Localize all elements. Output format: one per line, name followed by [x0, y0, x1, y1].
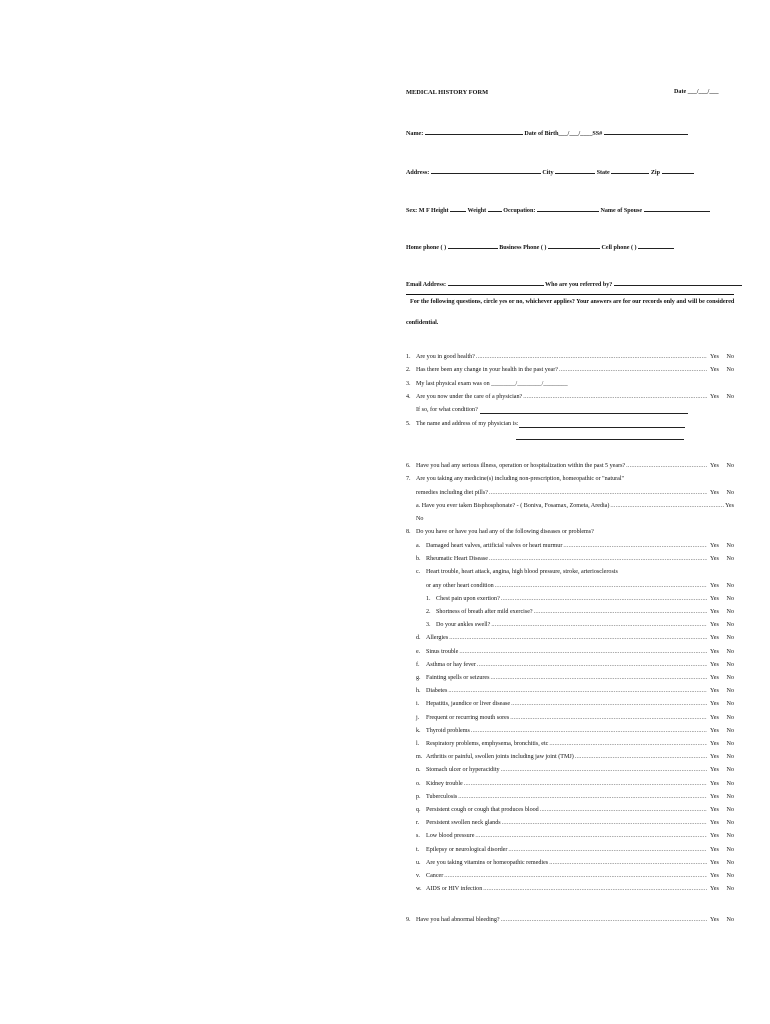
- cell-phone-input-line[interactable]: [638, 243, 674, 249]
- disease-item: c. Heart trouble, heart attack, angina, high blood pressure, stroke, arteriosclerosis: [416, 569, 618, 576]
- heart-sub-item: 1. Chest pain upon exertion? ..... Yes No: [406, 595, 734, 603]
- question-1: 1. Are you in good health? ..... Yes No: [406, 353, 734, 361]
- no-option[interactable]: No: [726, 556, 734, 563]
- disease-item: s. Low blood pressure ..... Yes No: [406, 832, 734, 840]
- yes-option[interactable]: Yes: [710, 354, 719, 360]
- no-option[interactable]: No: [726, 807, 734, 813]
- name-row: [406, 129, 688, 137]
- yes-option[interactable]: Yes: [710, 490, 719, 496]
- physician-input-line-2[interactable]: [516, 434, 684, 440]
- spouse-label: Name of Spouse: [600, 208, 643, 214]
- zip-label: Zip: [650, 170, 660, 176]
- spouse-input-line[interactable]: [644, 206, 710, 212]
- no-option[interactable]: No: [726, 367, 734, 373]
- dob-label: Date of Birth___/___/____SS#: [524, 131, 603, 137]
- no-option[interactable]: No: [726, 490, 734, 496]
- yes-option[interactable]: Yes: [710, 727, 719, 734]
- question-7-cont: remedies including diet pills? ..... Yes No: [406, 489, 734, 497]
- no-option[interactable]: No: [726, 780, 734, 787]
- disease-item: d. Allergies ..... Yes No: [406, 634, 734, 642]
- yes-option[interactable]: Yes: [710, 688, 719, 695]
- yes-option[interactable]: Yes: [710, 833, 719, 840]
- address-row: [406, 168, 694, 176]
- ssn-input-line[interactable]: [604, 129, 688, 135]
- no-option[interactable]: No: [726, 886, 734, 893]
- no-option[interactable]: No: [726, 727, 734, 734]
- cell-phone-label: Cell phone ( ): [601, 245, 637, 251]
- yes-option[interactable]: Yes: [710, 394, 719, 400]
- address-label: Address:: [406, 170, 430, 176]
- disease-item: m. Arthritis or painful, swollen joints including jaw joint (TMJ) ..... Yes No: [406, 753, 734, 761]
- yes-option[interactable]: Yes: [710, 622, 719, 629]
- instructions-line-2: confidential.: [406, 320, 439, 326]
- disease-item: o. Kidney trouble ..... Yes No: [406, 780, 734, 788]
- occupation-label: Occupation:: [503, 208, 536, 214]
- business-phone-input-line[interactable]: [548, 243, 600, 249]
- question-6: 6. Have you had any serious illness, operation or hospitalization within the past 5 years? ..... Yes No: [406, 462, 734, 470]
- heart-sub-item: 2. Shortness of breath after mild exercise? ..... Yes No: [406, 608, 734, 616]
- no-option[interactable]: No: [726, 675, 734, 681]
- state-input-line[interactable]: [611, 168, 649, 174]
- disease-item: f. Asthma or hay fever ..... Yes No: [406, 661, 734, 669]
- no-option[interactable]: No: [726, 582, 734, 589]
- no-option[interactable]: No: [726, 714, 734, 721]
- height-input-line[interactable]: [450, 206, 466, 212]
- no-option[interactable]: No: [726, 820, 734, 827]
- no-option[interactable]: No: [726, 767, 734, 774]
- yes-option[interactable]: Yes: [710, 741, 719, 747]
- yes-option[interactable]: Yes: [710, 595, 719, 602]
- sex-height-label: Sex: M F Height: [406, 208, 449, 214]
- no-option[interactable]: No: [726, 595, 734, 602]
- yes-option[interactable]: Yes: [710, 780, 719, 787]
- yes-option[interactable]: Yes: [710, 582, 719, 589]
- no-option[interactable]: No: [726, 754, 734, 761]
- no-option[interactable]: No: [726, 648, 734, 655]
- yes-option[interactable]: Yes: [710, 463, 719, 469]
- yes-option[interactable]: Yes: [710, 886, 719, 893]
- disease-item: q. Persistent cough or cough that produces blood ..... Yes No: [406, 806, 734, 814]
- yes-option[interactable]: Yes: [710, 767, 719, 774]
- yes-option[interactable]: Yes: [710, 859, 719, 866]
- no-option[interactable]: No: [726, 609, 734, 615]
- yes-option[interactable]: Yes: [725, 503, 734, 509]
- no-option[interactable]: No: [726, 846, 734, 853]
- yes-option[interactable]: Yes: [710, 873, 719, 879]
- state-label: State: [596, 170, 610, 176]
- disease-item: t. Epilepsy or neurological disorder ..... Yes No: [406, 846, 734, 854]
- disease-item: i. Hepatitis, jaundice or liver disease ..... Yes No: [406, 700, 734, 708]
- no-option[interactable]: No: [726, 793, 734, 800]
- no-option[interactable]: No: [416, 516, 424, 522]
- yes-option[interactable]: Yes: [710, 661, 719, 668]
- question-9: 9. Have you had abnormal bleeding? ..... Yes No: [406, 916, 734, 924]
- name-input-line[interactable]: [425, 129, 523, 135]
- heart-sub-item: 3. Do your ankles swell? ..... Yes No: [406, 621, 734, 629]
- no-option[interactable]: No: [726, 463, 734, 469]
- phone-row: [406, 243, 674, 251]
- yes-option[interactable]: Yes: [710, 714, 719, 721]
- no-option[interactable]: No: [726, 661, 734, 668]
- home-phone-input-line[interactable]: [448, 243, 498, 249]
- no-option[interactable]: No: [726, 622, 734, 629]
- email-row: [406, 280, 742, 288]
- referred-input-line[interactable]: [614, 280, 742, 286]
- disease-item: e. Sinus trouble ..... Yes No: [406, 648, 734, 656]
- disease-item: n. Stomach ulcer or hyperacidity ..... Yes No: [406, 766, 734, 774]
- yes-option[interactable]: Yes: [710, 793, 719, 800]
- yes-option[interactable]: Yes: [710, 635, 719, 642]
- yes-option[interactable]: Yes: [710, 648, 719, 655]
- no-option[interactable]: No: [726, 394, 734, 400]
- question-7-bisphosphonate: a. Have you ever taken Bisphosphonate? - ( Boniva, Fosamax, Zometa, Aredia) ..... Yes: [406, 502, 734, 510]
- disease-item: a. Damaged heart valves, artificial valves or heart murmur ..... Yes No: [406, 542, 734, 550]
- yes-option[interactable]: Yes: [710, 754, 719, 761]
- question-4-followup: If so, for what condition?: [406, 406, 734, 414]
- date-field[interactable]: Date ___/___/___: [674, 89, 719, 95]
- no-option[interactable]: No: [726, 833, 734, 840]
- home-phone-label: Home phone ( ): [406, 245, 447, 251]
- yes-option[interactable]: Yes: [710, 609, 719, 615]
- question-3: 3. My last physical exam was on ________/________/________: [406, 381, 568, 387]
- yes-option[interactable]: Yes: [710, 675, 719, 681]
- question-5-line-2: [406, 434, 734, 440]
- question-7: 7. Are you taking any medicine(s) including non-prescription, homeopathic or "natural": [406, 476, 625, 482]
- form-title: MEDICAL HISTORY FORM: [406, 89, 489, 96]
- disease-item: l. Respiratory problems, emphysema, bronchitis, etc ..... Yes No: [406, 740, 734, 748]
- disease-item: p. Tuberculosis ..... Yes No: [406, 793, 734, 801]
- address-input-line[interactable]: [431, 168, 541, 174]
- yes-option[interactable]: Yes: [710, 556, 719, 563]
- disease-item: w. AIDS or HIV infection ..... Yes No: [406, 885, 734, 893]
- question-4: 4. Are you now under the care of a physician? ..... Yes No: [406, 393, 734, 401]
- disease-item: h. Diabetes ..... Yes No: [406, 687, 734, 695]
- no-option[interactable]: No: [726, 917, 734, 923]
- business-phone-label: Business Phone ( ): [499, 245, 547, 251]
- question-8: 8. Do you have or have you had any of the following diseases or problems?: [406, 529, 594, 535]
- condition-input-line[interactable]: [480, 408, 688, 414]
- referred-label: Who are you referred by?: [544, 282, 613, 288]
- disease-item: r. Persistent swollen neck glands ..... Yes No: [406, 819, 734, 827]
- zip-input-line[interactable]: [662, 168, 694, 174]
- yes-option[interactable]: Yes: [710, 701, 719, 708]
- city-label: City: [542, 170, 554, 176]
- yes-option[interactable]: Yes: [710, 543, 719, 549]
- no-option[interactable]: No: [726, 873, 734, 879]
- disease-item: j. Frequent or recurring mouth sores ..... Yes No: [406, 714, 734, 722]
- no-option[interactable]: No: [726, 741, 734, 747]
- yes-option[interactable]: Yes: [710, 367, 719, 373]
- disease-item: u. Are you taking vitamins or homeopathic remedies ..... Yes No: [406, 859, 734, 867]
- disease-item: v. Cancer ..... Yes No: [406, 872, 734, 880]
- no-option[interactable]: No: [726, 635, 734, 642]
- no-option[interactable]: No: [726, 543, 734, 549]
- email-input-line[interactable]: [448, 280, 544, 286]
- yes-option[interactable]: Yes: [710, 917, 719, 923]
- no-option[interactable]: No: [726, 688, 734, 695]
- physician-input-line-1[interactable]: [519, 422, 685, 428]
- occupation-input-line[interactable]: [537, 206, 599, 212]
- instructions-line-1: For the following questions, circle yes or no, whichever applies? Your answers are for our records only and will be considered: [410, 299, 735, 305]
- question-2: 2. Has there been any change in your health in the past year? ..... Yes No: [406, 366, 734, 374]
- no-option[interactable]: No: [726, 859, 734, 866]
- personal-row: [406, 206, 710, 214]
- no-option[interactable]: No: [726, 354, 734, 360]
- question-5: 5. The name and address of my physician is:: [406, 420, 734, 428]
- disease-item: b. Rheumatic Heart Disease ..... Yes No: [406, 555, 734, 563]
- weight-input-line[interactable]: [488, 206, 502, 212]
- yes-option[interactable]: Yes: [710, 846, 719, 853]
- city-input-line[interactable]: [555, 168, 595, 174]
- disease-item-cont: or any other heart condition ..... Yes No: [406, 582, 734, 590]
- disease-item: k. Thyroid problems ..... Yes No: [406, 727, 734, 735]
- no-option[interactable]: No: [726, 701, 734, 708]
- yes-option[interactable]: Yes: [710, 820, 719, 827]
- section-divider: [406, 294, 734, 295]
- question-7-bisphosphonate-no: [406, 515, 734, 523]
- email-label: Email Address:: [406, 282, 447, 288]
- disease-item: g. Fainting spells or seizures ..... Yes No: [406, 674, 734, 682]
- name-label: Name:: [406, 131, 424, 137]
- yes-option[interactable]: Yes: [710, 807, 719, 813]
- weight-label: Weight: [467, 208, 487, 214]
